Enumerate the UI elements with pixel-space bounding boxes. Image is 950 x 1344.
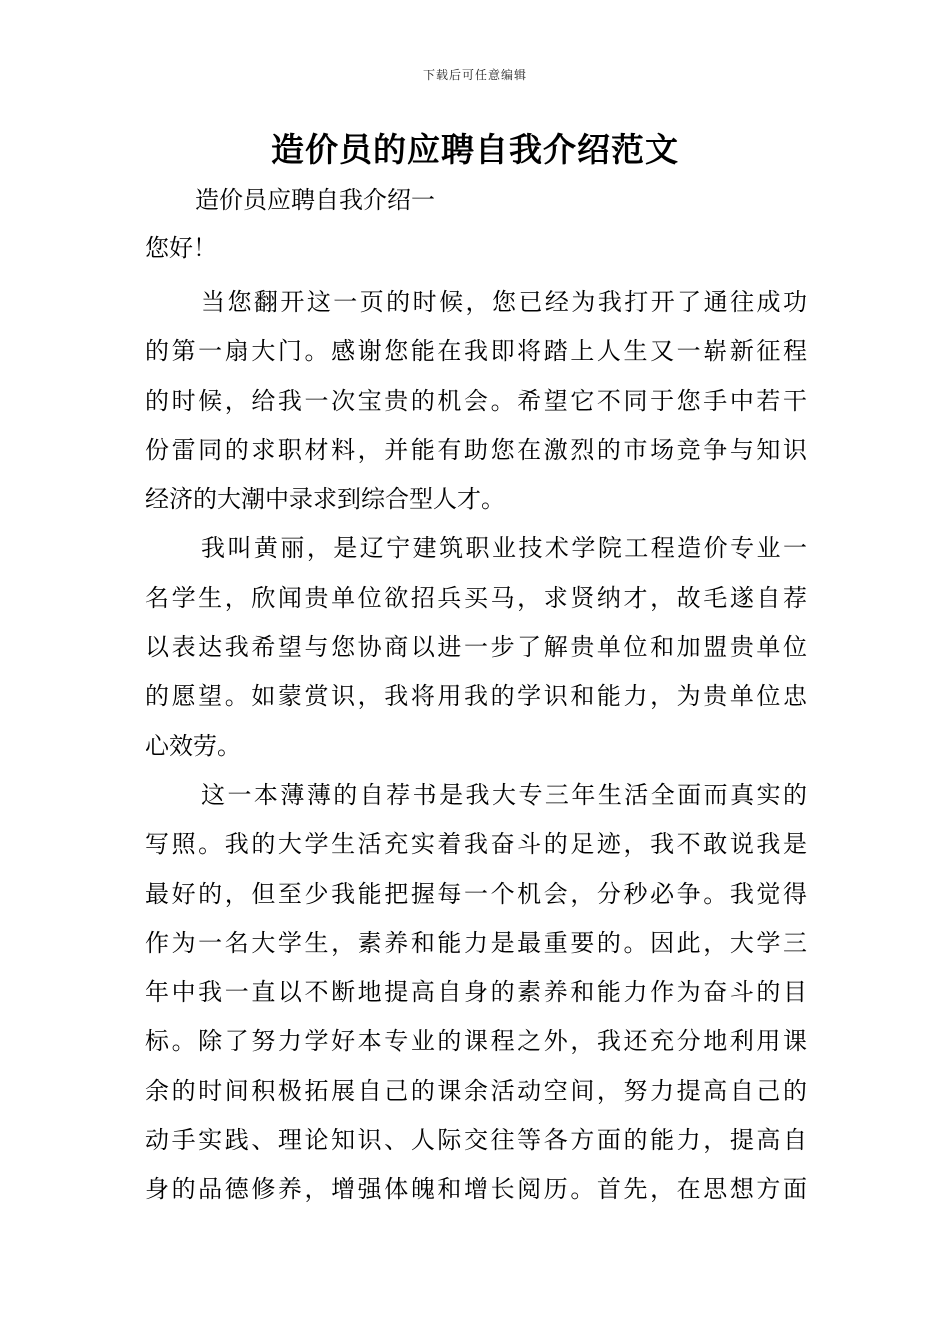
text-line: 名学生，欣闻贵单位欲招兵买马，求贤纳才，故毛遂自荐 (145, 583, 807, 612)
text-line: 动手实践、理论知识、人际交往等各方面的能力，提高自 (145, 1126, 807, 1155)
text-line: 的时候，给我一次宝贵的机会。希望它不同于您手中若干 (145, 386, 807, 415)
text-line: 这一本薄薄的自荐书是我大专三年生活全面而真实的 (201, 780, 807, 809)
text-line: 心效劳。 (145, 731, 241, 760)
text-line: 标。除了努力学好本专业的课程之外，我还充分地利用课 (145, 1027, 807, 1056)
body-text (145, 278, 807, 1215)
text-line: 份雷同的求职材料，并能有助您在激烈的市场竞争与知识 (145, 435, 807, 464)
text-line: 的愿望。如蒙赏识，我将用我的学识和能力，为贵单位忠 (145, 682, 807, 711)
text-line: 写照。我的大学生活充实着我奋斗的足迹，我不敢说我是 (145, 830, 807, 859)
paragraph-2 (145, 524, 807, 770)
text-line: 身的品德修养，增强体魄和增长阅历。首先，在思想方面 (145, 1175, 807, 1204)
text-line: 我叫黄丽，是辽宁建筑职业技术学院工程造价专业一 (201, 534, 807, 563)
section-subtitle: 造价员应聘自我介绍一 (195, 186, 435, 214)
text-line: 当您翻开这一页的时候，您已经为我打开了通往成功 (201, 288, 807, 316)
text-line: 最好的，但至少我能把握每一个机会，分秒必争。我觉得 (145, 879, 807, 908)
text-line: 作为一名大学生，素养和能力是最重要的。因此，大学三 (145, 928, 807, 957)
text-line: 的第一扇大门。感谢您能在我即将踏上人生又一崭新征程 (145, 337, 807, 366)
paragraph-3 (145, 771, 807, 1215)
greeting: 您好！ (145, 234, 217, 262)
document-title: 造价员的应聘自我介绍范文 (271, 130, 679, 169)
text-line: 以表达我希望与您协商以进一步了解贵单位和加盟贵单位 (145, 633, 807, 662)
text-line: 年中我一直以不断地提高自身的素养和能力作为奋斗的目 (145, 978, 807, 1007)
text-line: 经济的大潮中录求到综合型人才。 (145, 485, 505, 514)
paragraph-1 (145, 278, 807, 524)
text-line: 余的时间积极拓展自己的课余活动空间，努力提高自己的 (145, 1076, 807, 1105)
header-note: 下载后可任意编辑 (422, 68, 527, 82)
